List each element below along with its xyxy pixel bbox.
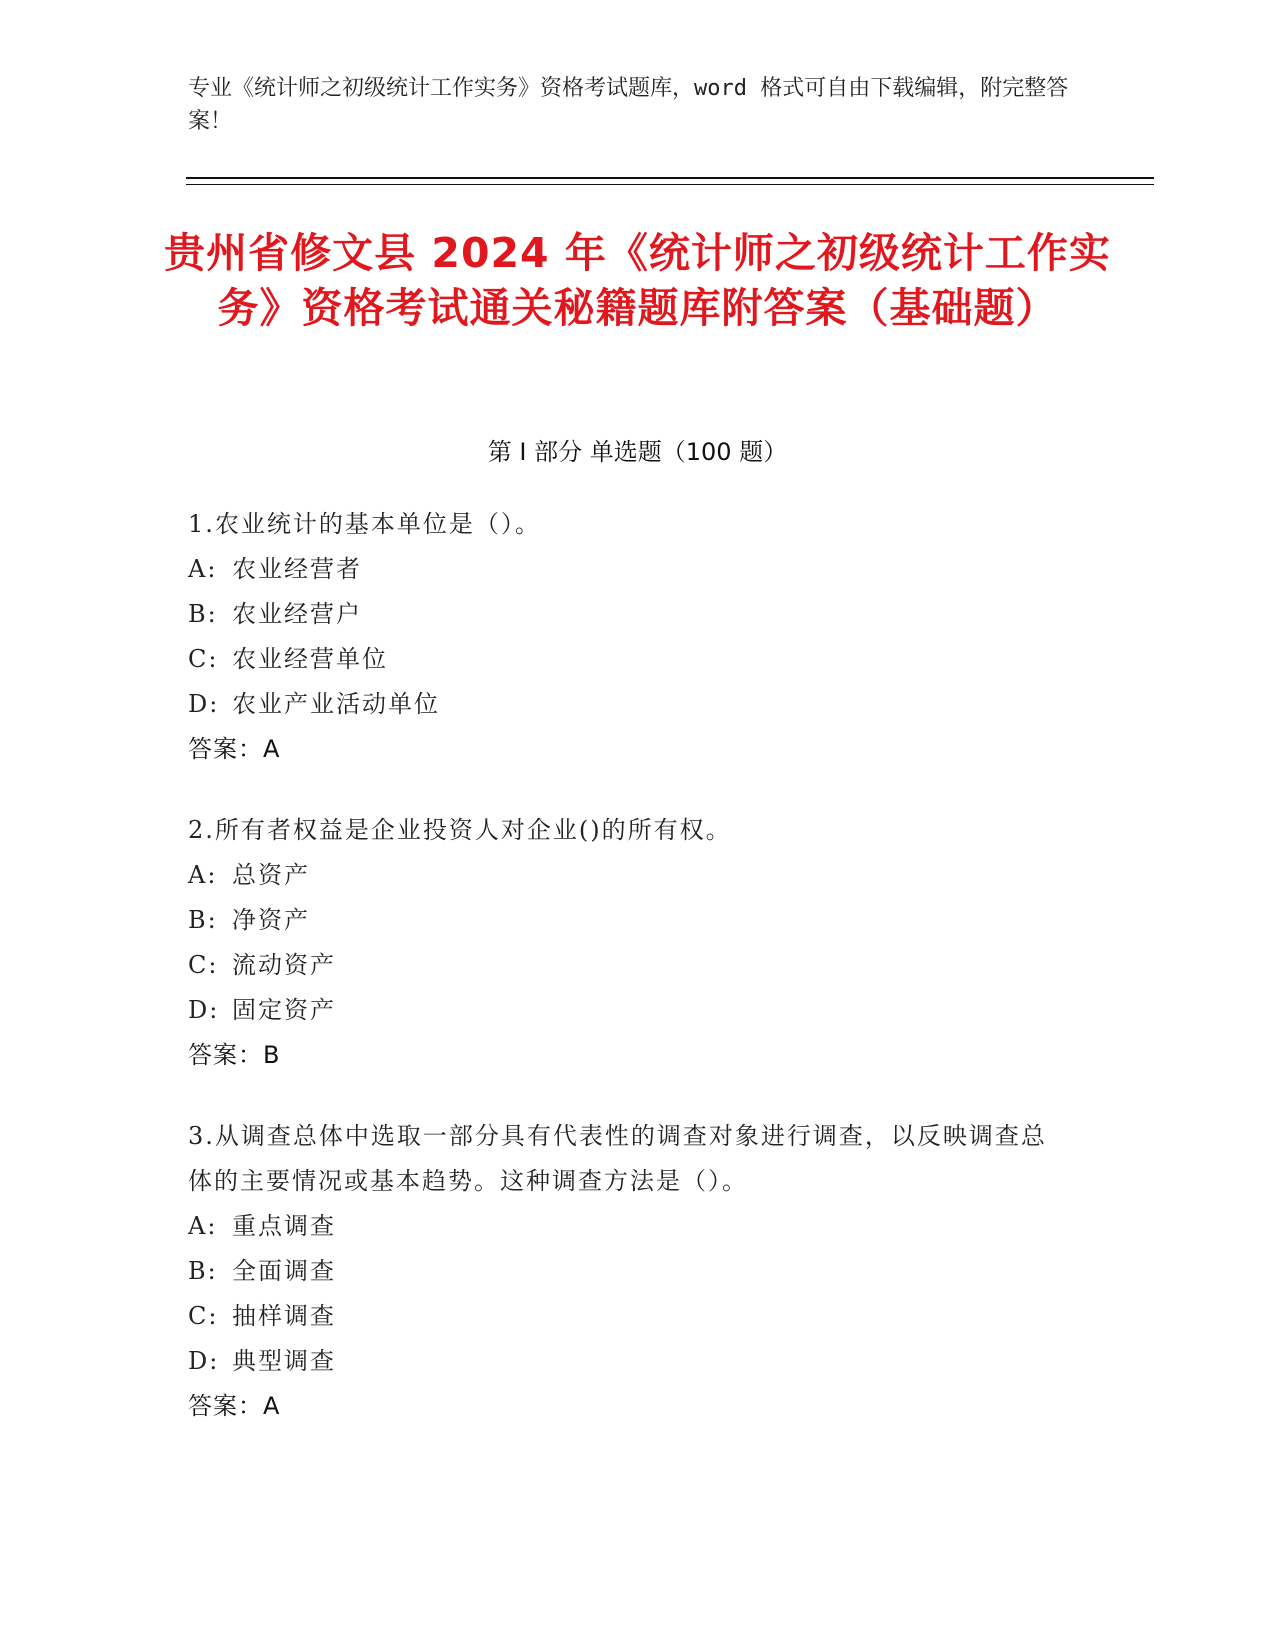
option-a xyxy=(188,853,1068,898)
option-letter: B: xyxy=(188,906,218,934)
option-letter: C: xyxy=(188,645,219,673)
option-text: 农业经营者 xyxy=(232,555,362,583)
question-stem: 2.所有者权益是企业投资人对企业()的所有权。 xyxy=(188,816,732,844)
header-rule-thick xyxy=(186,177,1154,179)
answer-line: 答案：B xyxy=(188,1041,281,1069)
option-letter: A: xyxy=(188,555,218,583)
question-stem: 1.农业统计的基本单位是（）。 xyxy=(188,510,541,538)
option-letter: D: xyxy=(188,690,220,718)
option-b xyxy=(188,1249,1068,1294)
option-text: 典型调查 xyxy=(232,1347,336,1375)
option-d xyxy=(188,988,1068,1033)
option-d xyxy=(188,1339,1068,1384)
option-letter: D: xyxy=(188,996,220,1024)
question-block-2 xyxy=(188,808,1068,1078)
question-stem: 3.从调查总体中选取一部分具有代表性的调查对象进行调查，以反映调查总体的主要情况或基本趋势。这种调查方法是（）。 xyxy=(188,1122,1047,1195)
option-b xyxy=(188,592,1068,637)
option-text: 全面调查 xyxy=(232,1257,336,1285)
document-title: 贵州省修文县 2024 年《统计师之初级统计工作实务》资格考试通关秘籍题库附答案（基础题） xyxy=(164,229,1111,332)
option-letter: D: xyxy=(188,1347,220,1375)
option-c xyxy=(188,637,1068,682)
option-c xyxy=(188,1294,1068,1339)
option-text: 总资产 xyxy=(232,861,310,889)
option-a xyxy=(188,547,1068,592)
option-text: 固定资产 xyxy=(232,996,336,1024)
option-a xyxy=(188,1204,1068,1249)
header-note: 专业《统计师之初级统计工作实务》资格考试题库，word 格式可自由下载编辑，附完整答案！ xyxy=(188,76,1069,134)
option-d xyxy=(188,682,1068,727)
option-c xyxy=(188,943,1068,988)
header-rule-thin xyxy=(186,184,1154,185)
option-text: 重点调查 xyxy=(232,1212,336,1240)
option-letter: C: xyxy=(188,1302,219,1330)
answer-line: 答案：A xyxy=(188,735,281,763)
option-letter: C: xyxy=(188,951,219,979)
option-text: 农业产业活动单位 xyxy=(232,690,440,718)
question-block-1 xyxy=(188,502,1068,772)
option-text: 净资产 xyxy=(232,906,310,934)
option-letter: B: xyxy=(188,600,218,628)
option-b xyxy=(188,898,1068,943)
option-text: 抽样调查 xyxy=(232,1302,336,1330)
option-letter: A: xyxy=(188,1212,218,1240)
option-letter: A: xyxy=(188,861,218,889)
option-text: 农业经营单位 xyxy=(232,645,388,673)
answer-line: 答案：A xyxy=(188,1392,281,1420)
question-block-3 xyxy=(188,1114,1068,1429)
option-letter: B: xyxy=(188,1257,218,1285)
option-text: 流动资产 xyxy=(232,951,336,979)
section-title: 第 I 部分 单选题（100 题） xyxy=(487,438,788,466)
option-text: 农业经营户 xyxy=(232,600,362,628)
